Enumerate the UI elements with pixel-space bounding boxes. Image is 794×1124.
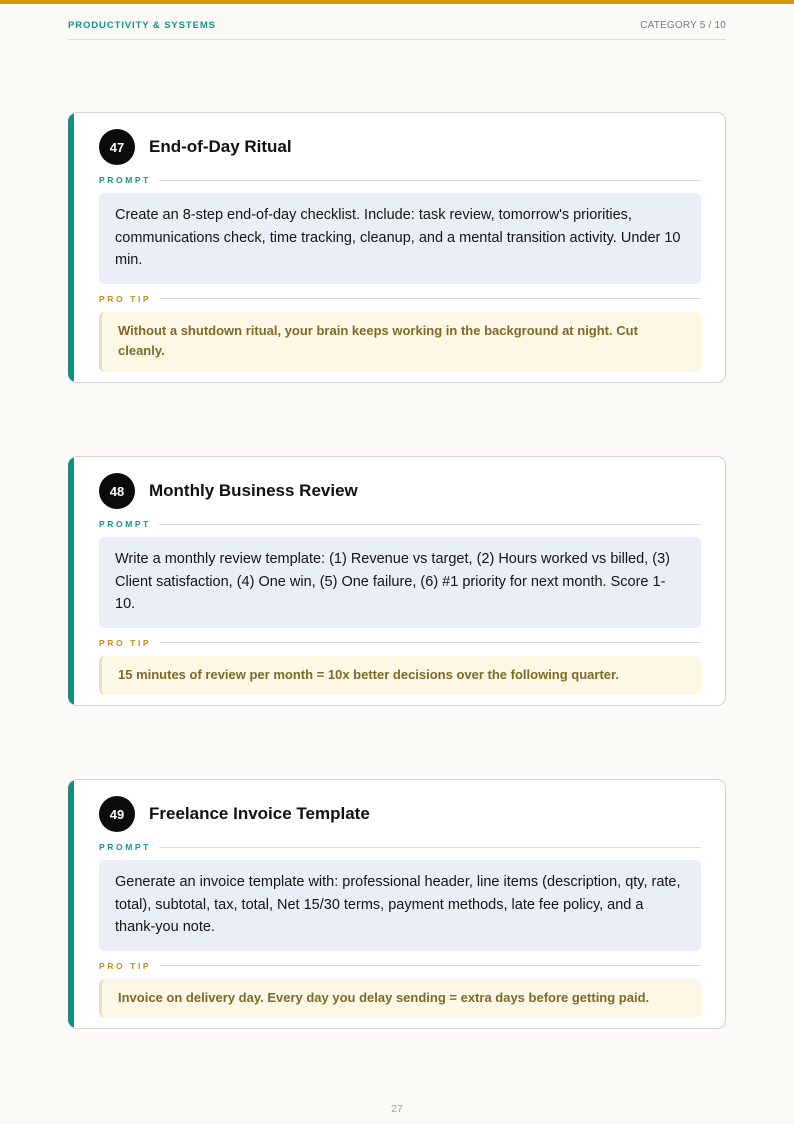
card-header: [99, 129, 701, 165]
category-indicator: CATEGORY 5 / 10: [640, 20, 726, 31]
pro-tip-label: PRO TIP: [99, 292, 701, 306]
page-header: [68, 20, 726, 40]
prompt-label: PROMPT: [99, 173, 701, 187]
prompt-label: PROMPT: [99, 517, 701, 531]
card-header: [99, 796, 701, 832]
prompt-text: Create an 8-step end-of-day checklist. Include: task review, tomorrow's priorities, communications check, time tracking, cleanup, and a mental transition activity. Under 10 min.: [99, 193, 701, 284]
prompt-card-47: [68, 112, 726, 383]
pro-tip-text: 15 minutes of review per month = 10x better decisions over the following quarter.: [99, 656, 701, 696]
section-title: PRODUCTIVITY & SYSTEMS: [68, 20, 216, 31]
prompt-card-49: [68, 779, 726, 1029]
pro-tip-text: Without a shutdown ritual, your brain keeps working in the background at night. Cut cleanly.: [99, 312, 701, 372]
number-badge: 47: [99, 129, 135, 165]
pro-tip-label: PRO TIP: [99, 636, 701, 650]
card-header: [99, 473, 701, 509]
prompt-card-48: [68, 456, 726, 706]
card-title: Freelance Invoice Template: [149, 804, 370, 823]
pro-tip-label: PRO TIP: [99, 959, 701, 973]
prompt-text: Generate an invoice template with: professional header, line items (description, qty, rate, total), subtotal, tax, total, Net 15/30 terms, payment methods, late fee policy, and a thank-you note.: [99, 860, 701, 951]
top-accent-bar: [0, 0, 794, 4]
card-title: End-of-Day Ritual: [149, 137, 292, 156]
number-badge: 48: [99, 473, 135, 509]
pro-tip-text: Invoice on delivery day. Every day you delay sending = extra days before getting paid.: [99, 979, 701, 1019]
prompt-label: PROMPT: [99, 840, 701, 854]
page-number: 27: [391, 1103, 403, 1115]
prompt-text: Write a monthly review template: (1) Revenue vs target, (2) Hours worked vs billed, (3) Client satisfaction, (4) One win, (5) One failure, (6) #1 priority for next month. Score 1-10.: [99, 537, 701, 628]
card-title: Monthly Business Review: [149, 481, 358, 500]
number-badge: 49: [99, 796, 135, 832]
